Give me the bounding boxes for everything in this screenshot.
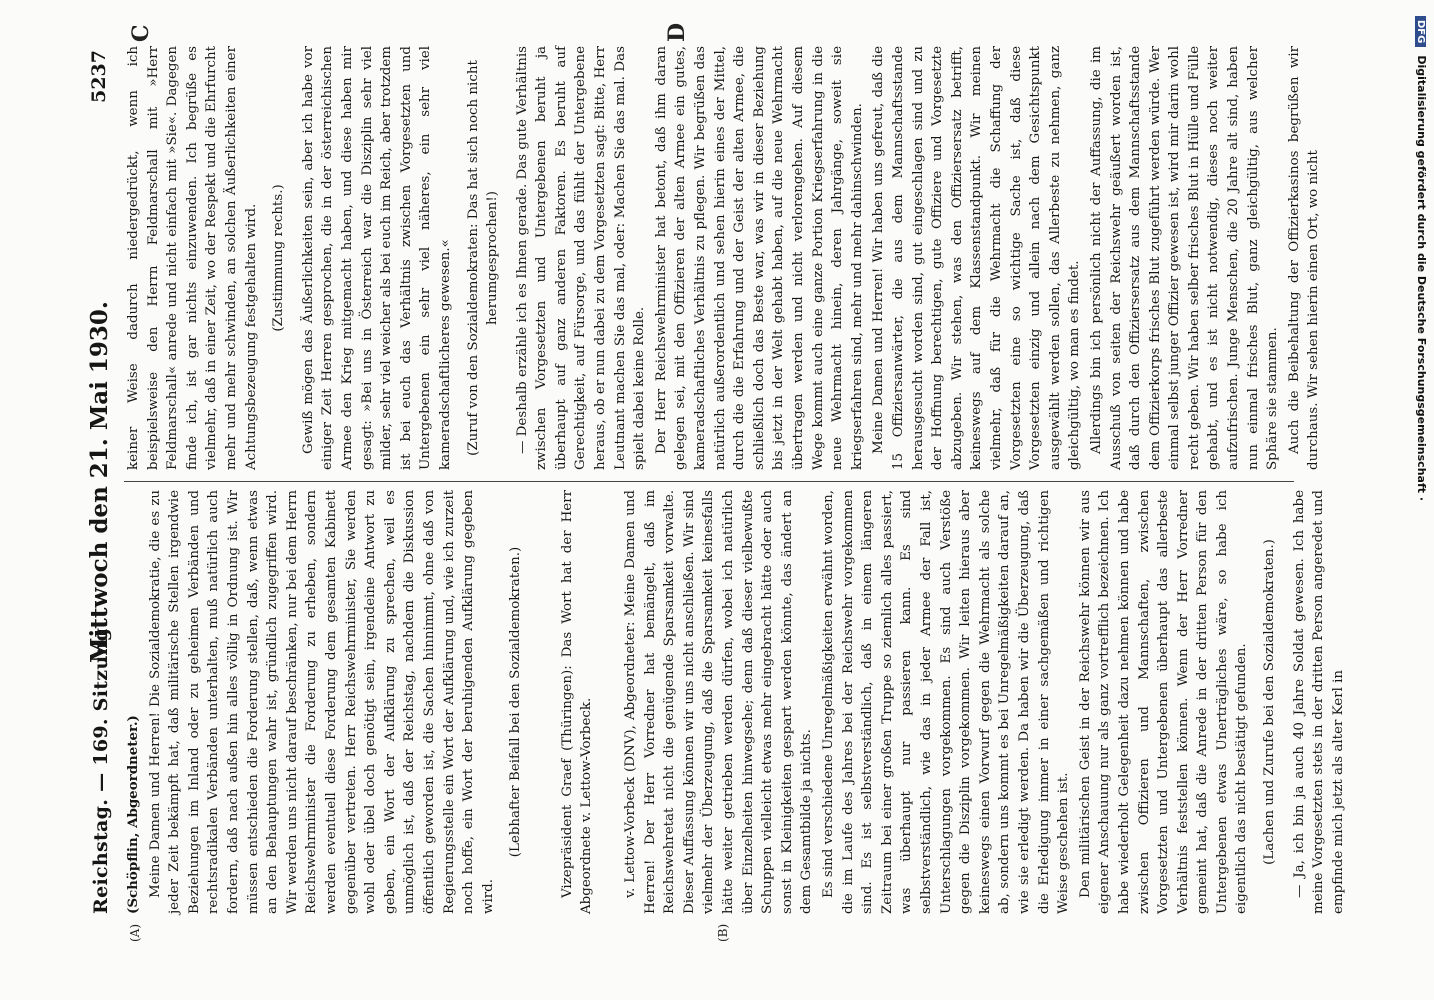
paragraph: Es sind verschiedene Unregelmäßigkeiten erwähnt worden, die im Laufe des Jahres bei der Reichswehr vorgekommen sind. Es ist selbstverständlich, daß in einem längeren Zeitraum bei einer großen Truppe so ziemlich alles passiert, was überhaupt nur passieren kann. Es sind selbstverständlich, wie das in jeder Armee der Fall ist, Unterschlagungen vorgekommen. Es sind auch Verstöße gegen die Disziplin vorgekommen. Wir leiten hieraus aber keineswegs einen Vorwurf gegen die Wehrmacht als solche ab, sondern uns kommt es bei Unregelmäßigkeiten darauf an, wie sie erledigt werden. Da haben wir die Überzeugung, daß die Erledigung immer in einer sachgemäßen und richtigen Weise geschehen ist. [821, 490, 1072, 914]
paragraph: Vizepräsident Graef (Thüringen): Das Wort hat der Herr Abgeordnete v. Lettow-Vorbeck. [559, 490, 595, 914]
paragraph: Auch die Beibehaltung der Offizierkasinos begrüßen wir durchaus. Wir sehen hierin einen Ort, wo nicht [1286, 46, 1322, 470]
interjection: (Lachen und Zurufe bei den Sozialdemokraten.) [1262, 539, 1278, 865]
interjection: (Zuruf von den Sozialdemokraten: Das hat sich noch nicht herumgesprochen!) [465, 60, 501, 456]
speaker-line: (Schöpflin, Abgeordneter.) [125, 715, 141, 914]
page-number: 5237 [88, 50, 110, 103]
marker-b: (B) [716, 923, 730, 942]
credit-label: Digitalisierung gefördert durch die Deutsche Forschungsgemeinschaft · [1415, 55, 1428, 502]
dfg-logo: DFG [1415, 16, 1426, 47]
paragraph: Meine Damen und Herren! Wir haben uns gefreut, daß die 15 Offiziersanwärter, die aus dem Mannschaftsstande herausgesucht worden sind, gut eingeschlagen sind und zu der Hoffnung berechtigen, gute Offiziere und Vorgesetzte abzugeben. Wir stehen, was den Offiziersersatz betrifft, keineswegs auf dem Klassenstandpunkt. Wir meinen vielmehr, daß für die Wehrmacht die Schaffung der Vorgesetzten eine so wichtige Sache ist, daß diese Vorgesetzten einzig und allein nach dem Gesichtspunkt ausgewählt werden sollen, das Allerbeste zu nehmen, ganz gleichgültig, wo man es findet. [871, 46, 1083, 470]
marker-d: D [664, 22, 690, 42]
side-credit [1410, 16, 1430, 836]
header-left: Reichstag. — 169. Sitzung. [90, 620, 112, 914]
interjection: (Zustimmung rechts.) [271, 184, 287, 332]
paragraph: keiner Weise dadurch niedergedrückt, wenn ich beispielsweise den Herrn Feldmarschall mit »Herr Feldmarschall« anrede und nicht einfach mit »Sie«. Dagegen finde ich, ist gar nichts einzuwenden. Ich begrüße es vielmehr, daß in einer Zeit, wo der Respekt und die Ehrfurcht mehr und mehr schwinden, an solchen Äußerlichkeiten einer Achtungsbezeugung festgehalten wird. [126, 46, 259, 470]
interjection: (Lebhafter Beifall bei den Sozialdemokraten.) [508, 546, 524, 858]
paragraph: — Deshalb erzähle ich es Ihnen gerade. Das gute Verhältnis zwischen Vorgesetzten und Untergebenen beruht ja überhaupt auf ganz anderen Faktoren. Es beruht auf Gerechtigkeit, auf Fürsorge, und das fühlt der Untergebene heraus, ob er nun dabei zu dem Vorgesetzten sagt: Bitte, Herr Leutnant machen Sie das mal, oder: Machen Sie das mal. Das spielt dabei keine Rolle. [514, 46, 648, 470]
left-column [124, 481, 1346, 914]
paragraph: — Ja, ich bin ja auch 40 Jahre Soldat gewesen. Ich habe meine Vorgesetzten stets in der dritten Person angeredet und empfinde mich jetzt als alter Kerl in [1291, 490, 1346, 914]
paragraph: Der Herr Reichswehrminister hat betont, daß ihm daran gelegen sei, mit den Offizieren der alten Armee ein gutes, kameradschaftliches Verhältnis zu pflegen. Wir begrüßen das natürlich außerordentlich und sehen hierin eines der Mittel, durch die die Erfahrung und der Geist der alten Armee, die schließlich doch das Beste war, was wir in dieser Beziehung bis jetzt in der Welt gehabt haben, auf die neue Wehrmacht übertragen werden und nicht verlorengehen. Auf diesem Wege kommt auch eine ganze Portion Kriegserfahrung in die neue Wehrmacht hinein, deren Jahrgänge, soweit sie kriegserfahren sind, mehr und mehr dahinschwinden. [653, 46, 865, 470]
paragraph: Den militärischen Geist in der Reichswehr können wir aus eigener Anschauung nur als ganz vortrefflich bezeichnen. Ich habe wiederholt Gelegenheit dazu nehmen können und habe zwischen Offizieren und Mannschaften, zwischen Vorgesetzten und Untergebenen überhaupt das allerbeste Verhältnis feststellen können. Wenn der Herr Vorredner gemeint hat, daß die Anrede in der dritten Person für den Untergebenen etwas Unerträgliches wäre, so habe ich eigentlich das nicht bestätigt gefunden. [1077, 490, 1250, 914]
marker-c: C [128, 24, 154, 42]
paragraph: v. Lettow-Vorbeck (DNV), Abgeordneter: Meine Damen und Herren! Der Herr Vorredner hat bemängelt, daß im Reichswehretat nicht die genügende Sparsamkeit vorwalte. Dieser Auffassung können wir uns nicht anschließen. Wir sind vielmehr der Überzeugung, daß die Sparsamkeit keinesfalls hätte weiter getrieben werden dürfen, wobei ich natürlich über Einzelheiten hinwegsehe; denn daß dieser vielbewußte Schuppen vielleicht etwas mehr eingebracht hätte oder auch sonst in Kleinigkeiten gespart werden könnte, das ändert an dem Gesamtbilde ja nichts. [623, 490, 815, 914]
paragraph: Gewiß mögen das Äußerlichkeiten sein, aber ich habe vor einiger Zeit Herren gesprochen, die in der österreichischen Armee den Krieg mitgemacht haben, und diese haben mir gesagt: »Bei uns in Österreich war die Disziplin sehr viel milder, sehr viel weicher als bei euch im Reich, aber trotzdem ist bei euch das Verhältnis zwischen Vorgesetzten und Untergebenen ein sehr viel näheres, ein sehr viel kameradschaftlicheres gewesen.« [300, 46, 453, 470]
marker-a: (A) [128, 923, 142, 942]
running-head [82, 50, 120, 914]
credit-text [1408, 16, 1428, 836]
paragraph: Meine Damen und Herren! Die Sozialdemokratie, die es zu jeder Zeit bekämpft hat, daß militärische Stellen irgendwie Beziehungen im Inland oder zu geheimen Verbänden und rechtsradikalen Verbänden unterhalten, muß natürlich auch fordern, daß nach außen hin alles völlig in Ordnung ist. Wir müssen entschieden die Forderung stellen, daß, wenn etwas an den Behauptungen wahr ist, gründlich zugegriffen wird. Wir werden uns nicht darauf beschränken, nur bei dem Herrn Reichswehrminister die Forderung zu erheben, sondern werden eventuell diese Forderung dem gesamten Kabinett gegenüber vertreten. Herr Reichswehrminister, Sie werden wohl oder übel doch genötigt sein, irgendeine Antwort zu geben, ein Wort der Aufklärung zu sprechen, weil es unmöglich ist, daß der Reichstag, nachdem die Diskussion öffentlich geworden ist, die Sachen hinnimmt, ohne daß von Regierungsstelle ein Wort der Aufklärung und, wie ich zurzeit noch hoffe, ein Wort der beruhigenden Aufklärung gegeben wird. [147, 490, 496, 914]
right-column [124, 46, 1326, 470]
paragraph: Allerdings bin ich persönlich nicht der Auffassung, die im Ausschuß von seiten der Reichswehr geäußert worden ist, daß durch den Offiziersersatz aus dem Mannschaftsstande dem Offizierkorps frisches Blut zugeführt werden würde. Wer einmal selbst junger Offizier gewesen ist, wird mir darin wohl recht geben. Wir haben selber frisches Blut in Hülle und Fülle gehabt, und es ist nicht notwendig, dieses noch weiter aufzufrischen. Junge Menschen, die 20 Jahre alt sind, haben nun einmal frisches Blut, ganz gleichgültig, aus welcher Sphäre sie stammen. [1088, 46, 1281, 470]
header-date: Mittwoch den 21. Mai 1930. [86, 301, 113, 663]
